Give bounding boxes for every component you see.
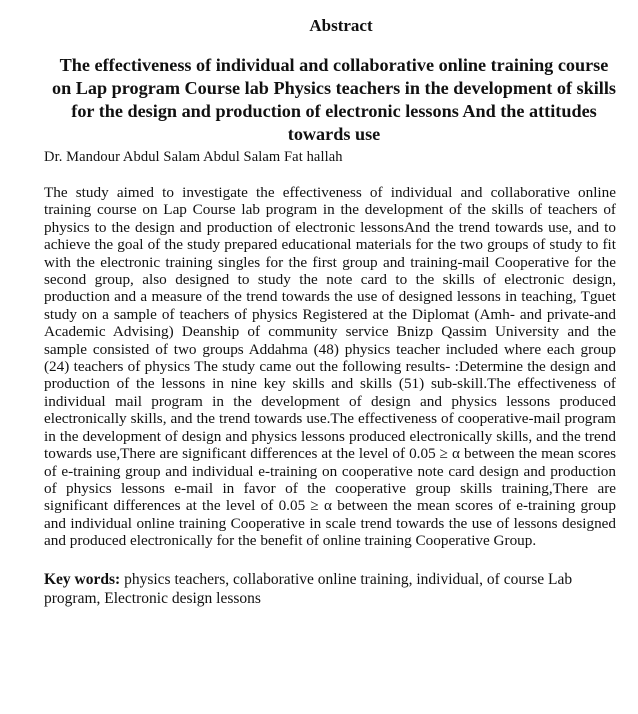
keywords (44, 570, 616, 608)
abstract-heading: Abstract (309, 16, 373, 35)
author-line: Dr. Mandour Abdul Salam Abdul Salam Fat hallah (44, 149, 343, 165)
keywords-text: physics teachers, collaborative online training, individual, of course Lab program, Electronic design lessons (44, 570, 573, 607)
abstract-body: The study aimed to investigate the effectiveness of individual and collaborative online training course on Lap Course lab program in the development of the skills of teachers of physics to the design and production of electronic lessonsAnd the trend towards use, and to achieve the goal of the study prepared educational materials for the two groups of study to fit with the electronic training singles for the first group and training-mail Cooperative for the second group, also designed to study the note card to the skills of electronic design, production and a measure of the trend towards the use of designed lessons in teaching, Tguet study on a sample of teachers of physics Registered at the Diplomat (Amh- and private-and Academic Advising) Deanship of community service Bnizp Qassim University and the sample consisted of two groups Addahma (48) physics teacher included where each group (24) teachers of physics The study came out the following results- :Determine the design and production of the lessons in nine key skills and skills (51) sub-skill.The effectiveness of individual mail program in the development of design and physics lessons produced electronically skills, and the trend towards use.The effectiveness of cooperative-mail program in the development of design and physics lessons produced electronically skills, and the trend towards use,There are significant differences at the level of 0.05 ≥ α between the mean scores of e-training group and individual e-training on cooperative note card design and production of physics lessons e-mail in favor of the cooperative group skills training,There are significant differences at the level of 0.05 ≥ α between the mean scores of e-training group and individual online training Cooperative in scale trend towards the use of lessons designed and produced electronically for the benefit of online training Cooperative Group. (44, 184, 616, 550)
keywords-label: Key words: (44, 570, 121, 588)
paper-title: The effectiveness of individual and collaborative online training course on Lap program Course lab Physics teachers in the development of skills for the design and production of electronic lessons And the attitudes towards use (52, 55, 616, 144)
